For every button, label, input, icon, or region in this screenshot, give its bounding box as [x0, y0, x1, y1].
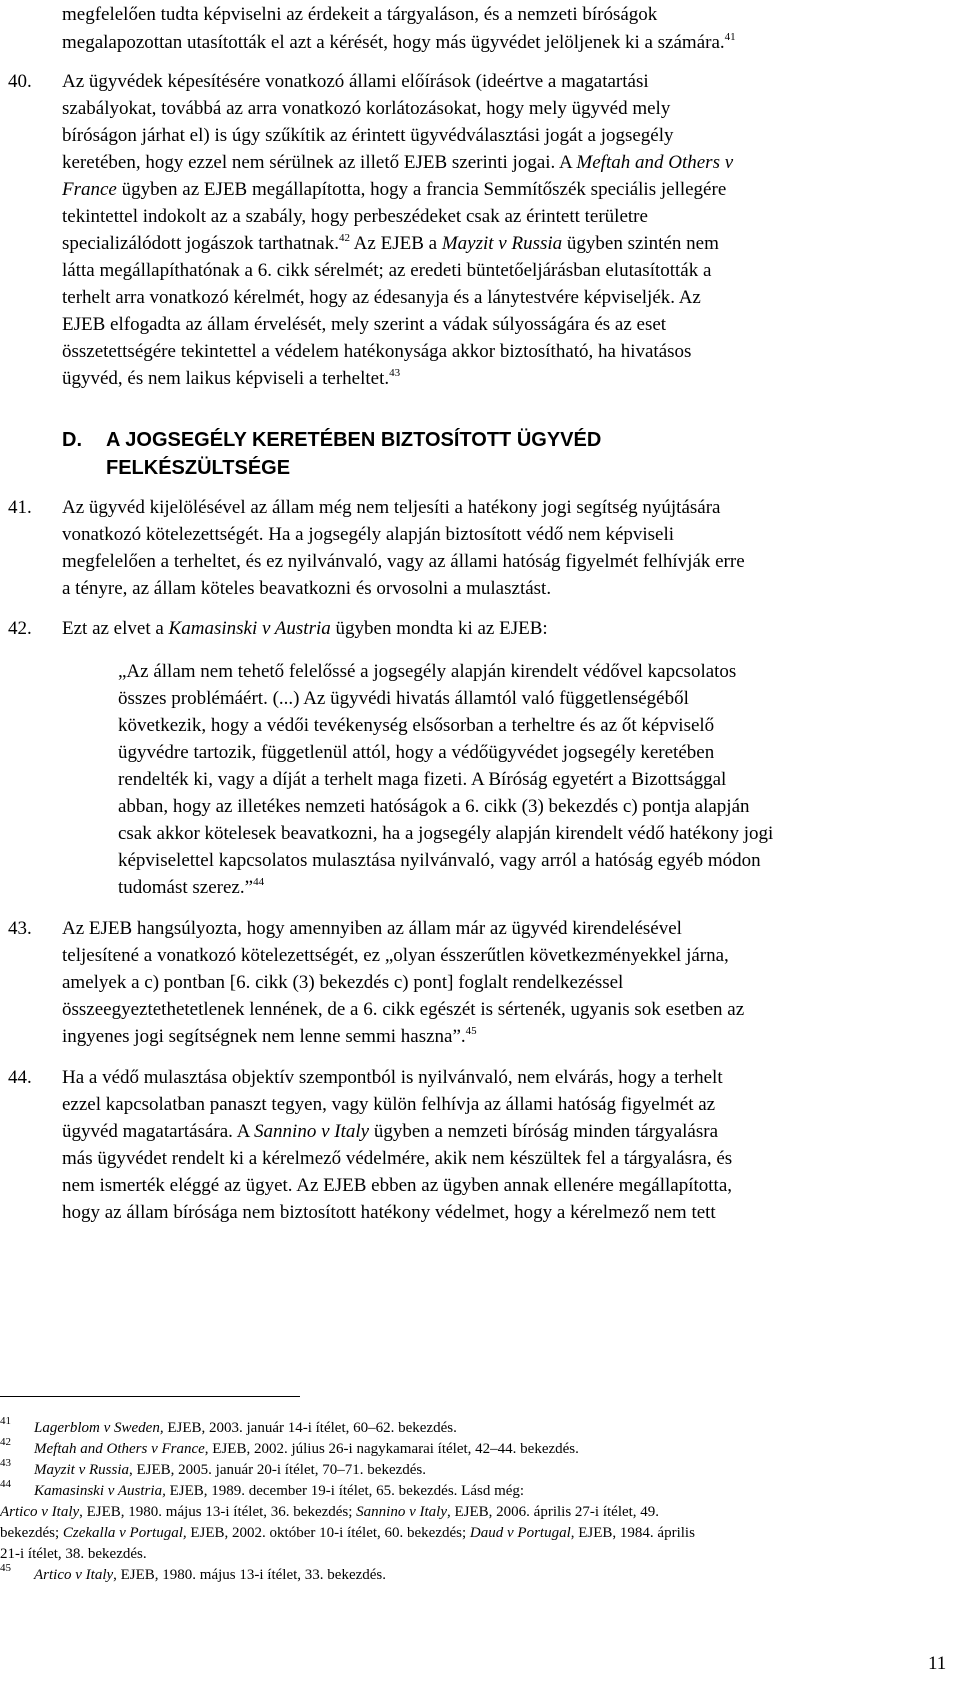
quote-line: tudomást szerez.”$^{44}$ — [118, 876, 265, 898]
body-line: Ha a védő mulasztása objektív szempontból is nyilvánvaló, nem elvárás, hogy a terhelt — [62, 1067, 723, 1088]
footnote-ref[interactable]: 42 — [338, 232, 350, 244]
body-line: megfelelően a terheltet, és ez nyilvánvaló, vagy az állami hatóság figyelmét felhívják erre — [62, 551, 745, 572]
quote-line: rendelték ki, vagy a díját a terhelt maga fizeti. A Bíróság egyetért a Bizottsággal — [118, 769, 727, 790]
quote-line: „Az állam nem tehető felelőssé a jogsegély alapján kirendelt védővel kapcsolatos — [118, 661, 737, 682]
footnote-number: 41 — [0, 1415, 11, 1427]
footnote-text: Meftah and Others v France, EJEB, 2002. július 26-i nagykamarai ítélet, 42–44. bekezdés. — [34, 1441, 579, 1457]
case-name: Sannino v Italy — [254, 1121, 370, 1142]
footnote-number: 45 — [0, 1562, 11, 1574]
footnote-ref[interactable]: 41 — [724, 31, 736, 43]
body-line: Az ügyvéd kijelölésével az állam még nem teljesíti a hatékony jogi segítség nyújtására — [62, 497, 721, 518]
paragraph-number: 40. — [8, 71, 32, 92]
footnote-number: 44 — [0, 1478, 11, 1490]
paragraph-number: 44. — [8, 1067, 32, 1088]
body-line: a tényre, az állam köteles beavatkozni és orvosolni a mulasztást. — [62, 578, 552, 599]
body-line: teljesítené a vonatkozó kötelezettségét, ez „olyan ésszerűtlen következményekkel járna, — [62, 945, 729, 966]
footnote-text: Mayzit v Russia, EJEB, 2005. január 20-i ítélet, 70–71. bekezdés. — [34, 1462, 427, 1478]
footnote-text: Artico v Italy, EJEB, 1980. május 13-i ítélet, 33. bekezdés. — [34, 1567, 387, 1583]
body-line: látta megállapíthatónak a 6. cikk sérelmét; az eredeti büntetőeljárásban elutasították a — [62, 260, 712, 281]
quote-line: következik, hogy a védői tevékenység elsősorban a terheltre és az őt képviselő — [118, 715, 715, 736]
body-line: keretében, hogy ezzel nem sérülnek az illető EJEB szerinti jogai. A Meftah and Others v — [62, 152, 734, 173]
body-line: ezzel kapcsolatban panaszt tegyen, vagy külön felhívja az állami hatóság figyelmét az — [62, 1094, 716, 1115]
body-line: EJEB elfogadta az állam érvelését, mely szerint a vádak súlyosságára és az eset — [62, 314, 667, 335]
body-line: amelyek a c) pontban [6. cikk (3) bekezdés c) pont] foglalt rendelkezéssel — [62, 972, 624, 993]
page-number: 11 — [928, 1653, 947, 1674]
body-line: Az ügyvédek képesítésére vonatkozó állami előírások (ideértve a magatartási — [62, 71, 649, 92]
footnote-separator — [0, 1396, 300, 1397]
footnote-text: Kamasinski v Austria, EJEB, 1989. december 19-i ítélet, 65. bekezdés. Lásd még: — [34, 1483, 525, 1499]
quote-line: abban, hogy az illetékes nemzeti hatóságok a 6. cikk (3) bekezdés c) pontja alapján — [118, 796, 750, 817]
body-line: ingyenes jogi segítségnek nem lenne semmi haszna”.$^{45}$ — [62, 1025, 477, 1047]
case-name: France — [62, 179, 117, 200]
quote-line: ügyvédre tartozik, függetlenül attól, hogy a védőügyvédet jogsegély keretében — [118, 742, 715, 763]
body-line: összeegyeztethetetlenek lennének, de a 6. cikk egészét is sértenék, ugyanis sok esetben az — [62, 999, 745, 1020]
body-line: nem ismerték eléggé az ügyet. Az EJEB ebben az ügyben annak ellenére megállapította, — [62, 1175, 733, 1196]
section-letter: D. — [62, 429, 82, 451]
paragraph-number: 42. — [8, 618, 32, 639]
footnote-ref[interactable]: 45 — [465, 1025, 477, 1037]
quote-line: képviselettel kapcsolatos mulasztása nyilvánvaló, vagy arról a hatóság egyéb módon — [118, 850, 761, 871]
body-line: ügyvéd, és nem laikus képviseli a terheltet.$^{43}$ — [62, 367, 401, 389]
body-line: Az EJEB hangsúlyozta, hogy amennyiben az állam már az ügyvéd kirendelésével — [62, 918, 682, 939]
footnote-text: bekezdés; Czekalla v Portugal, EJEB, 2002. október 10-i ítélet, 60. bekezdés; Daud v Portugal, EJEB, 1984. április — [0, 1525, 695, 1541]
case-name: Meftah and Others v — [576, 152, 734, 173]
body-line: összetettségére tekintettel a védelem hatékonysága akkor biztosítható, ha hivatásos — [62, 341, 692, 362]
case-name: Mayzit v Russia — [441, 233, 563, 254]
footnote-text: 21-i ítélet, 38. bekezdés. — [0, 1546, 147, 1562]
paragraph-number: 41. — [8, 497, 32, 518]
quote-line: összes problémáért. (...) Az ügyvédi hivatás államtól való függetlenségéből — [118, 688, 689, 709]
body-line: tekintettel indokolt az a szabály, hogy perbeszédeket csak az érintett területre — [62, 206, 648, 227]
body-line: vonatkozó kötelezettségét. Ha a jogsegély alapján biztosított védő nem képviseli — [62, 524, 675, 545]
footnote-ref[interactable]: 44 — [253, 876, 265, 888]
body-line: hogy az állam bírósága nem biztosított hatékony védelmet, hogy a kérelmező nem tett — [62, 1202, 716, 1223]
case-name: Kamasinski v Austria — [168, 618, 331, 639]
body-line: terhelt arra vonatkozó kérelmét, hogy az édesanyja és a lánytestvére képviseljék. Az — [62, 287, 701, 308]
quote-line: csak akkor kötelesek beavatkozni, ha a jogsegély alapján kirendelt védő hatékony jogi — [118, 823, 774, 844]
body-line: specializálódott jogászok tarthatnak.$^{42}$ Az EJEB a Mayzit v Russia ügyben szintén nem — [62, 232, 719, 254]
footnote-text: Artico v Italy, EJEB, 1980. május 13-i ítélet, 36. bekezdés; Sannino v Italy, EJEB, 2006. április 27-i ítélet, 49. — [0, 1504, 660, 1520]
body-line: megalapozottan utasították el azt a kérését, hogy más ügyvédet jelöljenek ki a számára.$^{41}$ — [62, 31, 736, 53]
section-title: FELKÉSZÜLTSÉGE — [106, 457, 291, 479]
body-line: bíróságon járhat el) is úgy szűkítik az érintett ügyvédválasztási jogát a jogsegély — [62, 125, 674, 146]
body-line: France ügyben az EJEB megállapította, hogy a francia Semmítőszék speciális jellegére — [62, 179, 727, 200]
footnote-number: 43 — [0, 1457, 11, 1469]
footnote-ref[interactable]: 43 — [389, 367, 401, 379]
body-line: szabályokat, továbbá az arra vonatkozó korlátozásokat, hogy mely ügyvéd mely — [62, 98, 671, 119]
body-line: más ügyvédet rendelt ki a kérelmező védelmére, akik nem készültek fel a tárgyalásra, és — [62, 1148, 733, 1169]
footnote-text: Lagerblom v Sweden, EJEB, 2003. január 14-i ítélet, 60–62. bekezdés. — [34, 1420, 457, 1436]
body-line: ügyvéd magatartására. A Sannino v Italy ügyben a nemzeti bíróság minden tárgyalásra — [62, 1121, 718, 1142]
body-line: megfelelően tudta képviselni az érdekeit a tárgyaláson, és a nemzeti bíróságok — [62, 4, 658, 25]
footnote-number: 42 — [0, 1436, 11, 1448]
body-line: Ezt az elvet a Kamasinski v Austria ügyben mondta ki az EJEB: — [62, 618, 548, 639]
paragraph-number: 43. — [8, 918, 32, 939]
section-title: A JOGSEGÉLY KERETÉBEN BIZTOSÍTOTT ÜGYVÉD — [106, 429, 602, 451]
